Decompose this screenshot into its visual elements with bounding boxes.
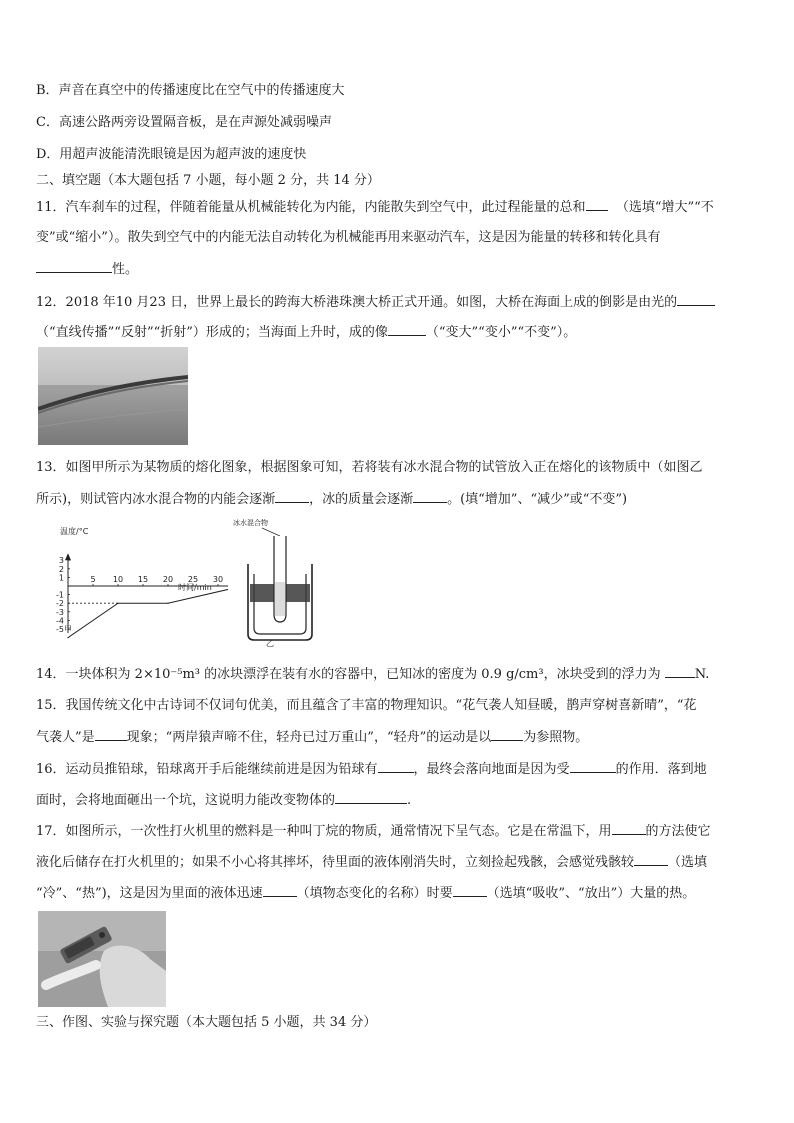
q13-text1: 所示)，则试管内冰水混合物的内能会逐渐 [36,492,276,507]
q11-line3 [36,260,138,279]
q16-line2 [36,791,411,810]
q11-blank2[interactable] [36,260,112,273]
ice-water-mixture [275,582,285,616]
option-d: D．用超声波能清洗眼镜是因为超声波的速度快 [36,147,307,162]
y-tick-label: -4 [56,616,64,626]
q14-blank1[interactable] [665,665,695,678]
section3-heading: 三、作图、实验与探究题（本大题包括 5 小题，共 34 分） [36,1015,377,1030]
q17-text1: 17．如图所示，一次性打火机里的燃料是一种叫丁烷的物质，通常情况下呈气态。它是在常温下，用 [36,824,612,839]
q14-text1: 14．一块体积为 2×10⁻⁵m³ 的冰块漂浮在装有水的容器中，已知冰的密度为 0.9 g/cm³，冰块受到的浮力为 [36,667,661,682]
q17-blank3[interactable] [263,884,297,897]
y-tick-label: 2 [58,564,64,574]
q17-blank2[interactable] [634,853,668,866]
option-b: B．声音在真空中的传播速度比在空气中的传播速度大 [36,83,345,98]
series-point [67,637,68,638]
melting-chart [38,524,228,646]
q17-text4: （选填 [668,855,708,870]
q11-blank1[interactable] [586,198,608,211]
x-tick-label: 5 [90,575,96,584]
option-c: C．高速公路两旁设置隔音板，是在声源处减弱噪声 [36,115,332,130]
q13-line2 [36,490,627,509]
series-line [68,586,228,638]
q17-text2: 的方法使它 [645,824,711,839]
lighter-photo-drawing [38,911,166,1007]
q16-blank3[interactable] [335,791,407,804]
x-tick-label: 10 [112,575,124,584]
q13-text2: ，冰的质量会逐渐 [309,492,414,507]
q12-line2 [36,323,576,342]
q11-text3: 性。 [112,262,139,277]
q11-text2: （选填“增大”“不 [615,200,714,215]
y-tick-label: -1 [56,590,64,600]
q13-text3: 。(填“增加”、“减少”或“不变”) [447,492,628,507]
q17-line2 [36,853,707,872]
y-tick-label: -5 [56,625,64,634]
q15-text1: 气袭人”是 [36,730,95,745]
y-axis-arrow [65,553,71,560]
q16-text5: . [407,793,412,808]
q16-line1 [36,760,707,779]
q15-text2: 现象；“两岸猿声啼不住，轻舟已过万重山”，“轻舟”的运动是以 [126,730,492,745]
q12-blank1[interactable] [677,293,715,306]
q17-text6: （填物态变化的名称）时要 [296,886,453,901]
series-point [167,603,168,604]
bridge-photo [38,347,188,445]
figure-label-jia: 甲 [64,625,72,634]
y-tick-label: 3 [58,556,64,566]
q15-line1: 15．我国传统文化中古诗词不仅词句优美，而且蕴含了丰富的物理知识。“花气袭人知昼暖，鹊声穿树喜新晴”，“花 [36,698,697,713]
section2-heading: 二、填空题（本大题包括 7 小题，每小题 2 分，共 14 分） [36,173,380,188]
x-tick-label: 20 [162,575,174,584]
x-tick-label: 25 [187,575,199,584]
chart-y-label: 温度/°C [60,527,89,536]
x-tick-label: 30 [212,575,224,584]
y-tick-label: -2 [56,599,64,609]
q12-blank2[interactable] [388,323,426,336]
q13-blank1[interactable] [275,490,309,503]
q14-text2: N. [694,667,710,682]
q17-text7: （选填“吸收”、“放出”）大量的热。 [486,886,696,901]
q16-text2: ，最终会落向地面是因为受 [413,762,570,777]
q11-text1: 11．汽车刹车的过程，伴随着能量从机械能转化为内能，内能散失到空气中，此过程能量的总和 [36,200,586,215]
q12-text1: 12．2018 年10 月23 日，世界上最长的跨海大桥港珠澳大桥正式开通。如图，大桥在海面上成的倒影是由光的 [36,295,678,310]
q16-text1: 16．运动员推铅球，铅球离开手后能继续前进是因为铅球有 [36,762,378,777]
q16-text3: 的作用．落到地 [615,762,707,777]
q12-line1 [36,293,715,312]
q17-blank1[interactable] [612,822,646,835]
q16-blank2[interactable] [570,760,616,773]
figure-label-yi: 乙 [266,639,274,648]
caption-leader-line [262,528,280,536]
q15-text3: 为参照物。 [523,730,589,745]
chart-x-label: 时间/min [178,583,212,592]
y-tick-label: 1 [58,573,64,583]
y-tick-label: -3 [56,607,64,617]
q17-blank4[interactable] [453,884,487,897]
q16-text4: 面时，会将地面砸出一个坑，这说明力能改变物体的 [36,793,336,808]
q12-text2: （“直线传播”“反射”“折射”）形成的；当海面上升时，成的像 [36,325,388,340]
q12-text3: （“变大”“变小”“不变”）。 [425,325,577,340]
q17-text3: 液化后储存在打火机里的；如果不小心将其摔坏，待里面的液体刚消失时，立刻捡起残骸，会感觉残骸较 [36,855,635,870]
q13-blank2[interactable] [413,490,447,503]
q11-line1 [36,198,714,217]
q15-line2 [36,728,588,747]
q17-text5: “冷”、“热”)，这是因为里面的液体迅速 [36,886,263,901]
q17-line3 [36,884,695,903]
lighter-photo [38,911,166,1007]
x-tick-label: 15 [137,575,149,584]
beaker-caption: 冰水混合物 [233,519,268,527]
q14-line [36,665,709,684]
bridge-photo-drawing [38,347,188,445]
q11-line2: 变”或“缩小”）。散失到空气中的内能无法自动转化为机械能再用来驱动汽车，这是因为能量的转移和转化具有 [36,230,661,245]
q17-line1 [36,822,711,841]
q16-blank1[interactable] [378,760,414,773]
q13-line1: 13．如图甲所示为某物质的熔化图象，根据图象可知，若将装有冰水混合物的试管放入正在熔化的该物质中（如图乙 [36,460,703,475]
beaker-figure [240,522,320,648]
q15-blank2[interactable] [491,728,523,741]
q15-blank1[interactable] [95,728,127,741]
